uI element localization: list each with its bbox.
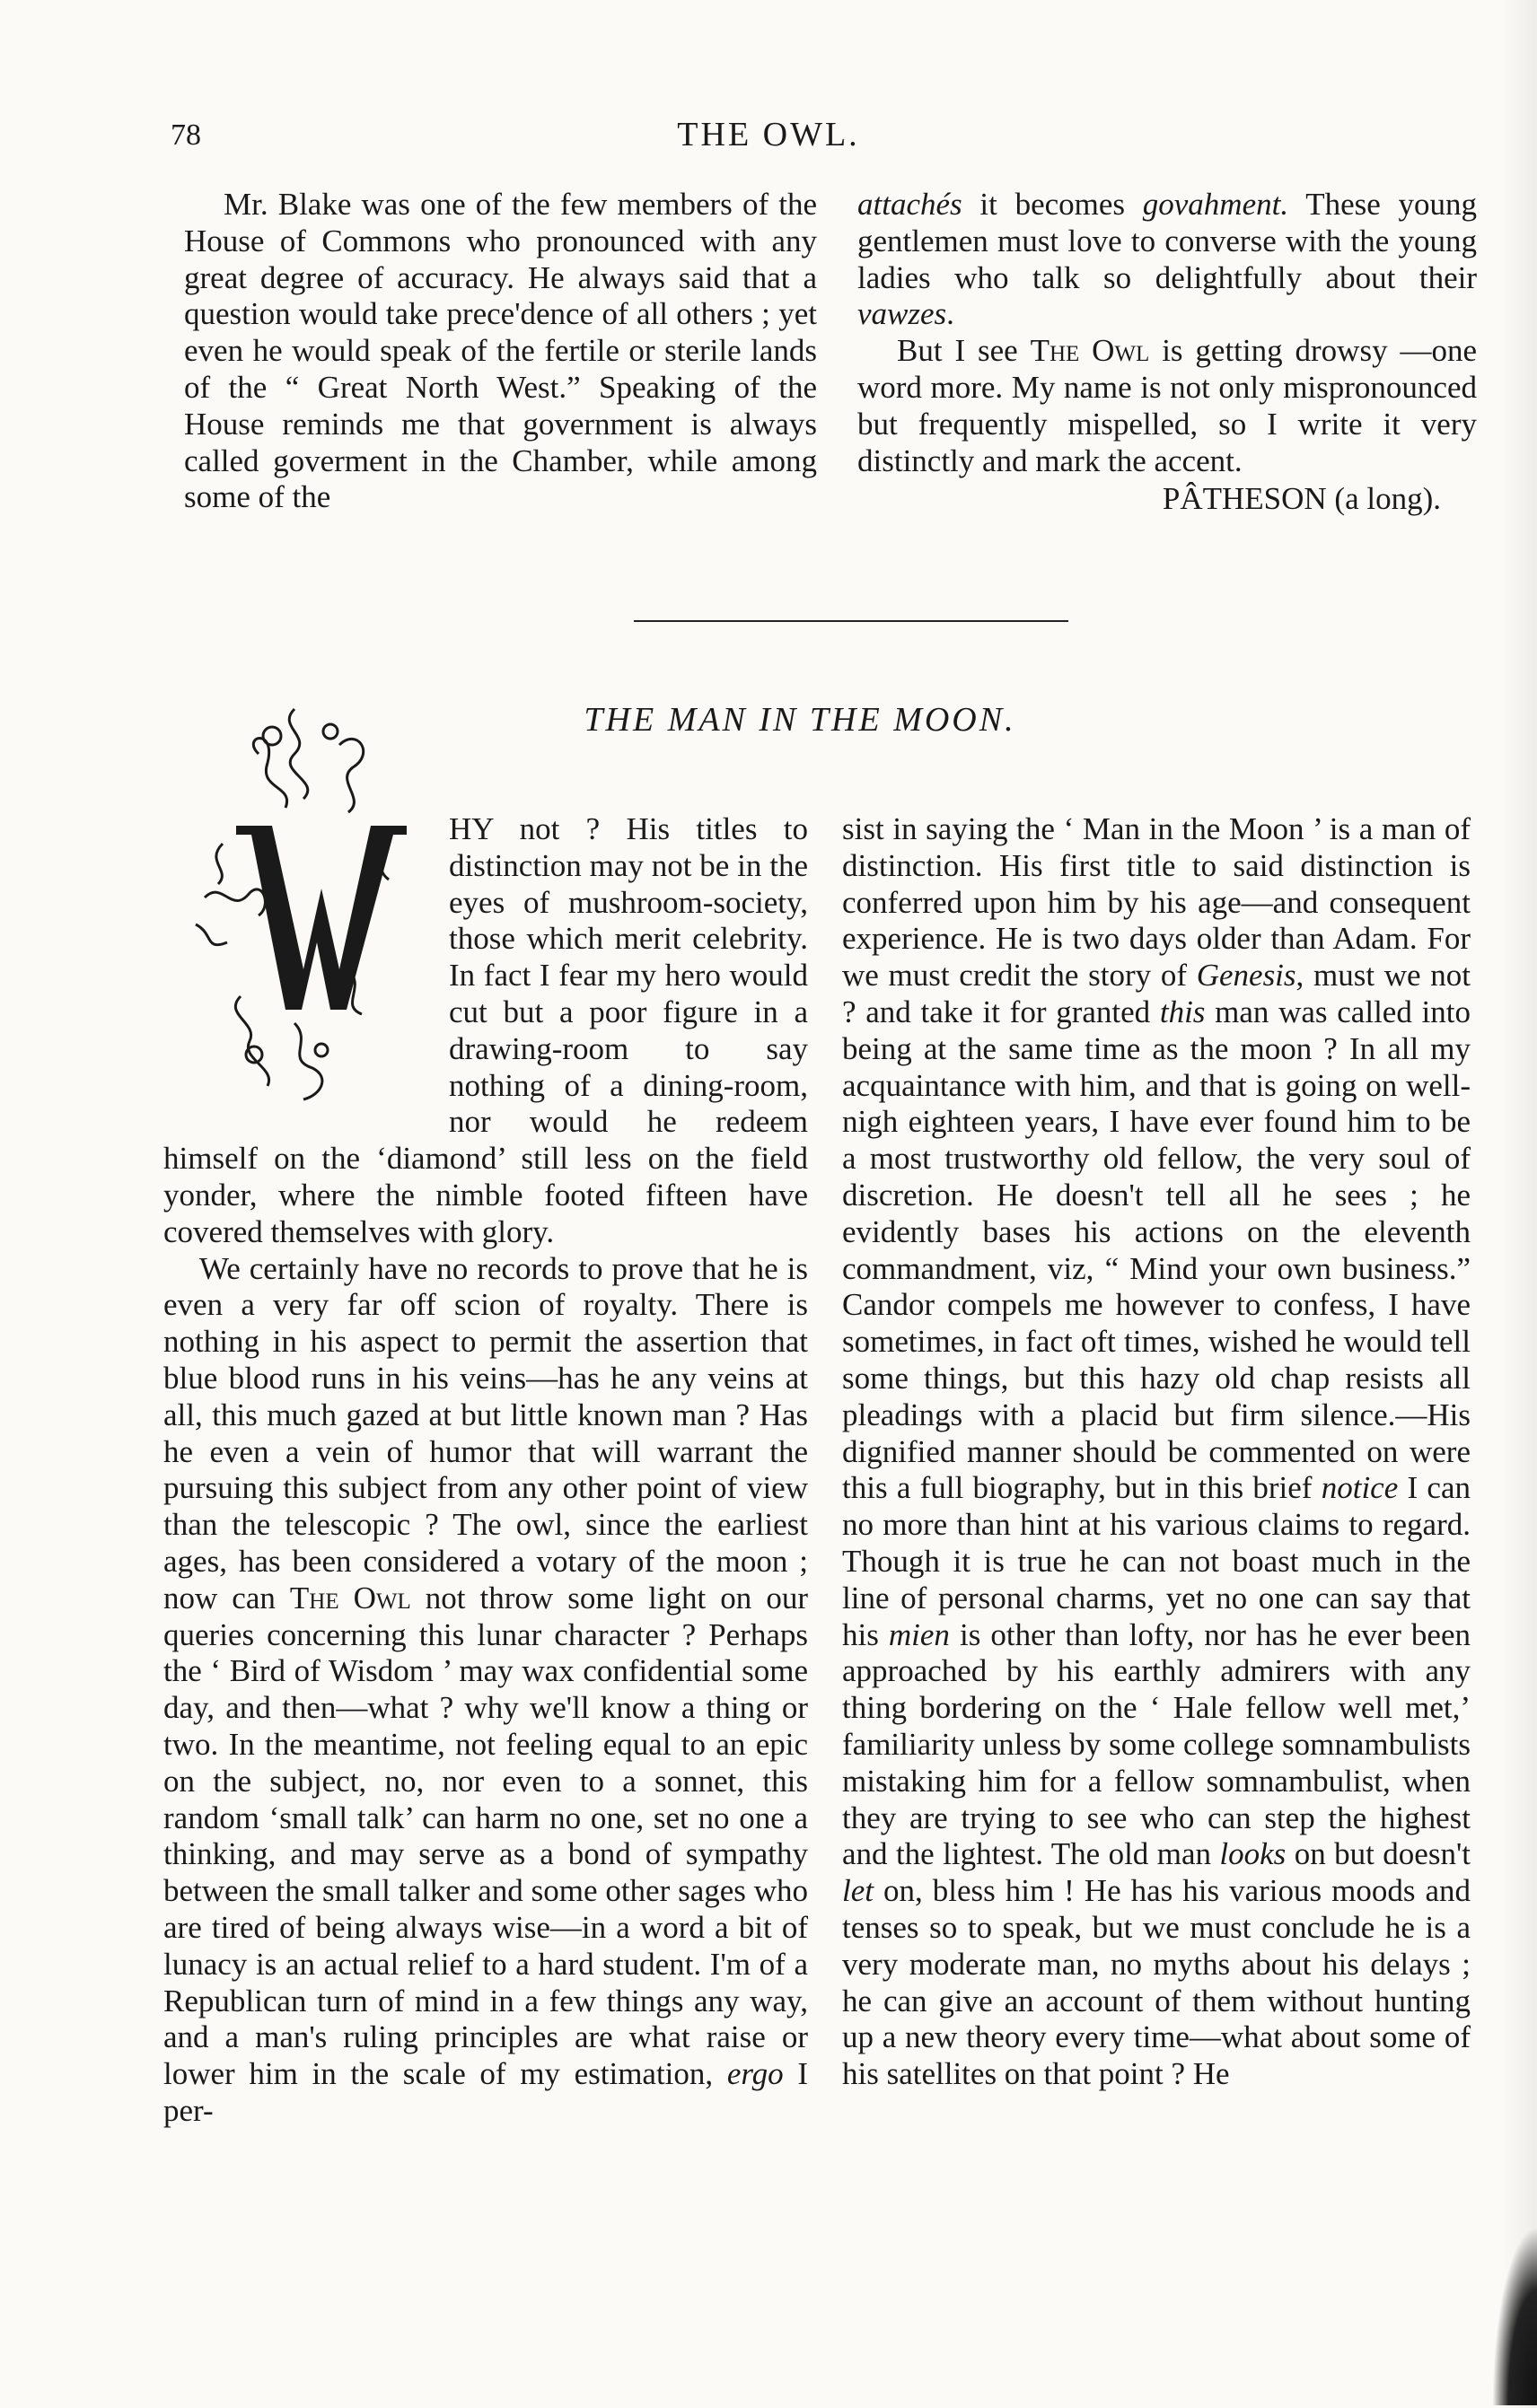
top-right-paragraph-2 — [857, 333, 1477, 479]
italic-word: vawzes — [857, 296, 947, 332]
italic-word: govahment. — [1142, 187, 1289, 222]
top-left-column — [184, 187, 817, 516]
signature: PÂTHESON (a long). — [1162, 481, 1441, 517]
top-left-paragraph: Mr. Blake was one of the few members of the House of Commons who pronounced with any great degree of accuracy. He always said that a question would take prece'dence of all others ; yet even he would speak of the fertile or sterile lands of the “ Great North West.” Speaking of the House reminds me that government is always called goverment in the Chamber, while among some of the — [184, 187, 817, 515]
section-divider — [634, 620, 1068, 622]
text-span: . — [946, 296, 954, 332]
page-edge-shadow — [1501, 0, 1537, 2408]
italic-word: ergo — [726, 2056, 784, 2092]
text-span: I per- — [163, 2056, 809, 2128]
article-paragraph-3 — [842, 811, 1471, 2093]
italic-word: mien — [888, 1616, 950, 1652]
text-span: We certainly have no records to prove that he is even a very far off scion of royalty. There is nothing in his aspect to permit the assertion that blue blood runs in his veins—has he any veins at all, this much gazed at but little known man ? Has he even a vein of humor that will warrant the pursuing this subject from any other point of view than the telescopic ? The owl, since the earliest ages, has been considered a votary of the moon ; now can — [163, 1250, 808, 1616]
text-span: it becomes — [962, 187, 1143, 222]
italic-word: let — [842, 1873, 874, 1909]
italic-word: looks — [1219, 1836, 1287, 1872]
article-right-column — [842, 811, 1471, 2093]
drop-cap-space — [163, 811, 449, 1125]
top-right-column — [857, 187, 1477, 518]
text-span: is getting drowsy —one word more. My name is not only mispronounced but frequently mispelled, so I write it very distinctly and mark the accent. — [857, 333, 1477, 478]
text-span: man was called into being at the same time as the moon ? In all my acquaintance with him, and that is going on well-nigh eighteen years, I have ever found him to be a most trustworthy old fellow, the very soul of discretion. He doesn't tell all he sees ; he evidently bases his actions on the eleventh commandment, viz, “ Mind your own business.” Candor compels me however to confess, I have sometimes, in fact oft times, wished he would tell some things, but this hazy old chap resists all pleadings with a placid but firm silence.—His dignified manner should be commented on were this a full biography, but in this brief — [842, 994, 1471, 1506]
article-paragraph-2 — [163, 1251, 808, 2130]
italic-word: Genesis — [1196, 958, 1296, 994]
text-span: But I see — [897, 333, 1031, 369]
italic-word: notice — [1321, 1470, 1399, 1506]
text-span: HY not ? His titles to distinction may not be in the eyes of mushroom-society, those which merit celebrity. In fact I fear my hero would cut but a poor figure in a drawing-room to say nothing of a dining- — [449, 811, 808, 1103]
small-caps-owl: The Owl — [289, 1580, 411, 1616]
top-right-paragraph-1 — [857, 187, 1477, 333]
italic-word: this — [1159, 994, 1206, 1029]
article-title: THE MAN IN THE MOON. — [584, 701, 1016, 739]
page-corner-shadow — [1492, 2226, 1537, 2405]
running-title: THE OWL. — [677, 116, 860, 153]
text-span: These young gentlemen must love to converse with the young ladies who talk so delightfully about their — [857, 187, 1478, 295]
text-span: is other than lofty, nor has he ever been approached by his earthly admirers with any thing bordering on the ‘ Hale fellow well met,’ familiarity unless by some college somnambulists mistaking him for a fellow somnambulist, when they are trying to see who can step the highest and the lightest. The old man — [842, 1616, 1471, 1872]
page-number: 78 — [171, 118, 201, 152]
text-span: on, bless him ! He has his various moods and tenses so to speak, but we must conclude he is a very moderate man, no myths about his delays ; he can give an account of them without hunting up a new theory every time—what about some of his satellites on that point ? He — [842, 1873, 1471, 2092]
text-span: on but doesn't — [1286, 1836, 1471, 1872]
text-span: sist in saying the ‘ Man in the Moon ’ is a man of distinction. His first title to said distinction is conferred upon him by his age—and consequent experience. He is two days older than Adam. For we must credit the story of — [842, 811, 1471, 994]
article-left-column — [163, 811, 808, 2130]
small-caps-owl: The Owl — [1030, 333, 1150, 369]
italic-word: attachés — [857, 187, 962, 222]
text-span: I can no more than hint at his various claims to regard. Though it is true he can not boast much in the line of personal charms, yet no one can say that his — [842, 1470, 1471, 1652]
text-span: , must we not ? and take it for granted — [842, 958, 1471, 1029]
text-span: room, nor would he redeem himself on the ‘diamond’ still less on the field yonder, where the nimble footed fifteen have covered themselves with glory. — [163, 1067, 808, 1249]
text-span: not throw some light on our queries concerning this lunar character ? Perhaps the ‘ Bird of Wisdom ’ may wax confidential some day, and then—what ? why we'll know a thing or two. In the meantime, not feeling equal to an epic on the subject, no, nor even to a sonnet, this random ‘small talk’ can harm no one, set no one a thinking, and may serve as a bond of sympathy between the small talker and some other sages who are tired of being always wise—in a word a bit of lunacy is an actual relief to a hard student. I'm of a Republican turn of mind in a few things any way, and a man's ruling principles are what raise or lower him in the scale of my estimation, — [163, 1580, 808, 2092]
